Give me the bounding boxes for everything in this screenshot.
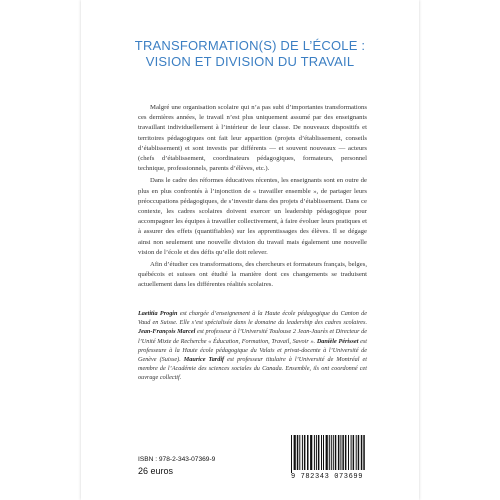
barcode-bar (302, 435, 303, 470)
barcode-bar (321, 435, 322, 470)
barcode-bar (361, 435, 363, 470)
barcode-bar (294, 435, 296, 470)
isbn-label: ISBN : 978-2-343-07369-9 (138, 456, 216, 463)
barcode-bar (326, 435, 328, 470)
barcode-bar (307, 435, 309, 470)
barcode-bar (335, 435, 337, 470)
publication-info (138, 455, 215, 478)
barcode-bar (338, 435, 340, 470)
barcode-bar (318, 435, 320, 470)
barcode-bars (285, 433, 369, 473)
barcode-bar (348, 435, 349, 470)
barcode-bar (316, 435, 317, 470)
barcode-bar (358, 435, 360, 470)
author-name: Danièle Périsset (316, 337, 359, 345)
barcode-bar (342, 435, 344, 470)
author-description: est chargée d’enseignement à la Haute école pédagogique du Canton de Vaud en Suisse. Elle s’est spécialisée dans le domaine du leadership des cadres scolaires. (138, 310, 367, 327)
authors-bio (138, 309, 367, 383)
barcode-bar (356, 435, 357, 470)
summary-text (138, 103, 367, 293)
barcode-bar (314, 435, 315, 470)
summary-paragraph: Malgré une organisation scolaire qui n’a pas subi d’importantes transformations ces dernières années, le travail n’est plus uniquement assumé par des enseignants travaillant individuellement à l’intérieur de leur classe. De nouveaux dispositifs et territoires pédagogiques ont fait leur apparition (projets d’établissement, conseils d’établissement) et sont investis par différents — et souvent nouveaux — acteurs (chefs d’établissement, coordinateurs pédagogiques, formateurs, personnel technique, professionnels, parents d’élèves, etc.). (138, 104, 367, 173)
barcode-bar (291, 435, 292, 473)
price-label: 26 euros (138, 466, 174, 476)
barcode-bar (363, 435, 365, 470)
barcode-bar (331, 435, 332, 470)
barcode (285, 433, 369, 483)
barcode-bar (345, 435, 347, 470)
author-name: Jean-François Marcel (138, 328, 196, 336)
author-description: est professeure à la Haute école pédagogique du Valais et privat-docente à l’Université de Genève (Suisse). (138, 337, 368, 364)
barcode-bar (329, 435, 330, 470)
barcode-number: 9 782343 073699 (290, 473, 363, 481)
barcode-bar (351, 435, 352, 470)
summary-paragraph: Afin d’étudier ces transformations, des chercheurs et formateurs français, belges, québécois et suisses ont étudié la manière dont ces changements se traduisent actuellement dans les différentes réalités scolaires. (138, 261, 367, 289)
title-line-1: TRANSFORMATION(S) DE L’ÉCOLE : (134, 38, 366, 53)
author-name: Laetitia Progin (138, 310, 178, 317)
book-back-cover (81, 0, 419, 500)
author-description: est professeur à l’Université Toulouse 2 Jean-Jaurès et Directeur de l’Unité Mixte de Recherche « Éducation, Formation, Travail, Savoir ». (138, 328, 368, 345)
barcode-bar (310, 435, 312, 470)
book-title (97, 38, 403, 70)
barcode-bar (340, 435, 341, 470)
barcode-bar (353, 435, 355, 470)
barcode-bar (323, 435, 324, 470)
author-name: Maurice Tardif (183, 356, 225, 364)
author-description: est professeur titulaire à l’Université de Montréal et membre de l’Académie des sciences sociales du Canada. Ensemble, ils ont coordonné cet ouvrage collectif. (138, 356, 367, 382)
barcode-bar (333, 435, 334, 470)
barcode-bar (304, 435, 306, 470)
barcode-bar (299, 435, 300, 470)
barcode-bar (297, 435, 299, 470)
summary-paragraph: Dans le cadre des réformes éducatives récentes, les enseignants sont en outre de plus en plus confrontés à l’injonction de « travailler ensemble », de partager leurs préoccupations pédagogiques, de s’investir dans des projets d’établissement. Dans ce contexte, les cadres scolaires doivent exercer un leadership pédagogique pour accompagner les équipes à travailler collectivement, à faire évoluer leurs pratiques et à assurer des effets (quantifiables) sur les apprentissages des élèves. Il se dégage ainsi non seulement une nouvelle division du travail mais également une nouvelle vision de l’école et des défis qu’elle doit relever. (138, 177, 367, 256)
title-line-2: VISION ET DIVISION DU TRAVAIL (145, 54, 355, 69)
